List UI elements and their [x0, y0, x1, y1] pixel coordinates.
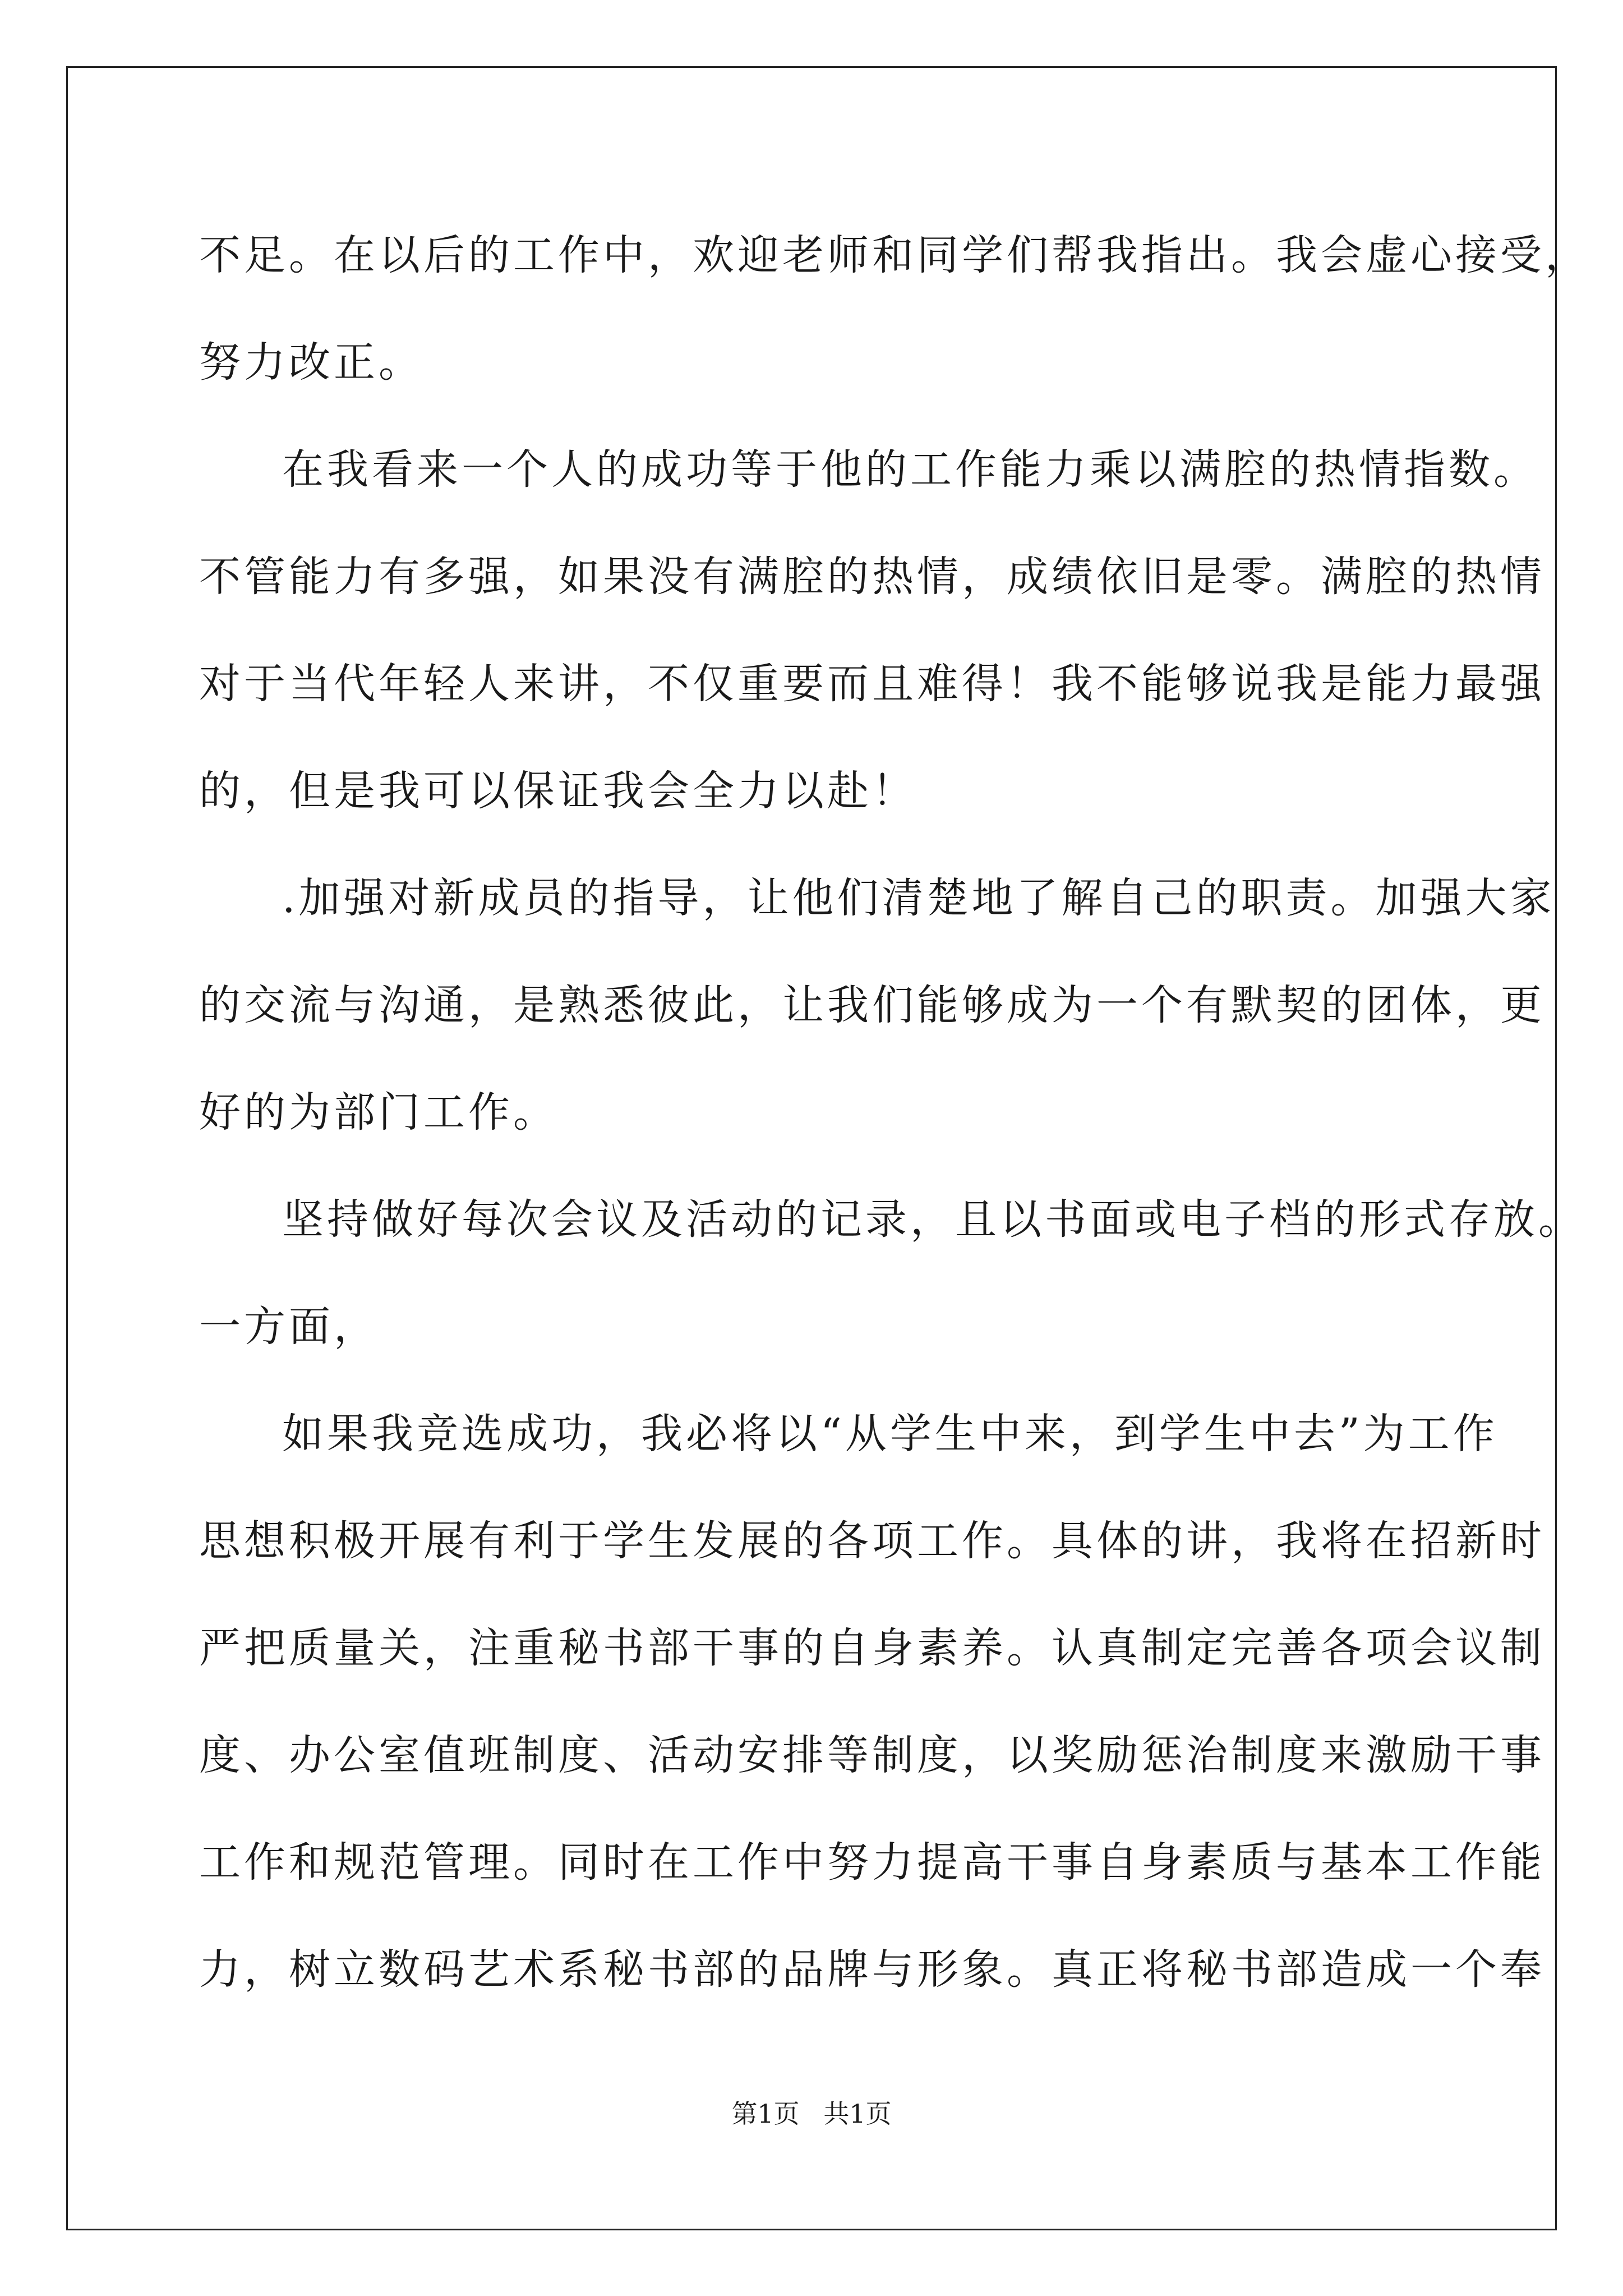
document-body	[199, 202, 1590, 2023]
page-total: 共1页	[823, 2099, 892, 2129]
text-line: 的交流与沟通，是熟悉彼此，让我们能够成为一个有默契的团体，更	[199, 981, 1545, 1029]
text-line: 好的为部门工作。	[199, 1088, 558, 1137]
text-line: 如果我竞选成功，我必将以“从学生中来，到学生中去”为工作	[282, 1410, 1498, 1458]
text-line: 一方面，	[199, 1303, 379, 1351]
text-line: 严把质量关，注重秘书部干事的自身素养。认真制定完善各项会议制	[199, 1624, 1545, 1672]
page-footer	[0, 2097, 1623, 2131]
text-line: 努力改正。	[199, 338, 423, 386]
text-line: 力，树立数码艺术系秘书部的品牌与形象。真正将秘书部造成一个奉	[199, 1945, 1545, 1994]
text-line: 不管能力有多强，如果没有满腔的热情，成绩依旧是零。满腔的热情	[199, 553, 1545, 601]
text-line: 不足。在以后的工作中，欢迎老师和同学们帮我指出。我会虚心接受，	[199, 231, 1590, 279]
text-line: 思想积极开展有利于学生发展的各项工作。具体的讲，我将在招新时	[199, 1517, 1545, 1565]
text-line: 对于当代年轻人来讲，不仅重要而且难得！我不能够说我是能力最强	[199, 660, 1545, 708]
page-number: 第1页	[731, 2099, 800, 2129]
text-line: 度、办公室值班制度、活动安排等制度，以奖励惩治制度来激励干事	[199, 1731, 1545, 1779]
text-line: 坚持做好每次会议及活动的记录，且以书面或电子档的形式存放。	[282, 1195, 1583, 1244]
text-line: .加强对新成员的指导，让他们清楚地了解自己的职责。加强大家	[282, 874, 1555, 922]
text-line: 工作和规范管理。同时在工作中努力提高干事自身素质与基本工作能	[199, 1838, 1545, 1887]
text-line: 在我看来一个人的成功等于他的工作能力乘以满腔的热情指数。	[282, 445, 1538, 494]
text-line: 的，但是我可以保证我会全力以赴！	[199, 767, 917, 815]
